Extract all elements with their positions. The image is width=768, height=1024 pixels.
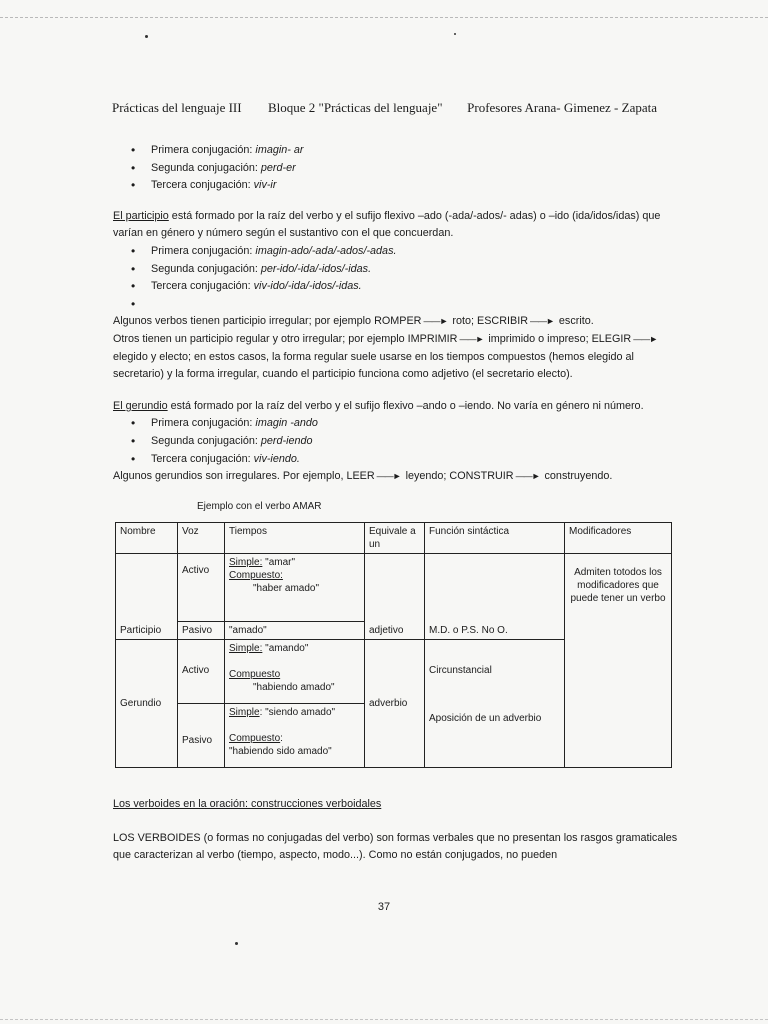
arrow-icon: ——►: [459, 333, 484, 344]
list-item: • Primera conjugación: imagin-ado/-ada/-ados/-adas.: [151, 243, 678, 261]
cell-participio-funcion: M.D. o P.S. No O.: [425, 554, 565, 640]
header-cell-equivale: Equivale a un: [365, 523, 425, 554]
cell-gerundio-funcion-activo: Circunstancial: [425, 640, 565, 704]
table-row: [116, 554, 672, 622]
list-item: • Tercera conjugación: viv-ido/-ida/-idos/-idas.: [151, 278, 678, 296]
cell-participio-equivale: adjetivo: [365, 554, 425, 640]
list-item: • Primera conjugación: imagin- ar: [151, 142, 678, 160]
verboides-table: [115, 522, 672, 768]
participio-term: El participio: [113, 209, 169, 222]
header-teachers: Profesores Arana- Gimenez - Zapata: [467, 100, 657, 115]
cell-gerundio-pasivo-tiempos: Simple: "siendo amado" Compuesto: "habiendo sido amado": [225, 704, 365, 768]
list-item: • Primera conjugación: imagin -ando: [151, 415, 678, 433]
header-course: Prácticas del lenguaje III: [112, 100, 242, 115]
participio-intro: El participio está formado por la raíz del verbo y el sufijo flexivo –ado (-ada/-ados/- adas) o –ido (ida/idos/idas) que varían en género y número según el sustantivo con el que concuerdan.: [113, 209, 661, 240]
cell-participio: Participio: [116, 554, 178, 640]
arrow-icon: ——►: [376, 471, 401, 482]
table-caption: Ejemplo con el verbo AMAR: [197, 500, 322, 512]
gerundio-list: [113, 415, 678, 468]
participio-list: [113, 243, 678, 313]
header-cell-tiempos: Tiempos: [225, 523, 365, 554]
header-cell-voz: Voz: [178, 523, 225, 554]
header-cell-modificadores: Modificadores: [565, 523, 672, 554]
arrow-icon: ——►: [633, 333, 658, 344]
arrow-icon: ——►: [423, 316, 448, 327]
arrow-icon: ——►: [515, 471, 540, 482]
list-item: • Tercera conjugación: viv-ir: [151, 177, 678, 195]
cell-participio-pasivo-tiempo: "amado": [225, 622, 365, 640]
page-content: [113, 142, 678, 865]
scan-speck: [235, 942, 238, 945]
list-item: • Tercera conjugación: viv-iendo.: [151, 451, 678, 469]
cell-participio-tiempos: Simple: "amar" Compuesto: "haber amado": [225, 554, 365, 622]
list-item: • Segunda conjugación: perd-iendo: [151, 433, 678, 451]
header-cell-nombre: Nombre: [116, 523, 178, 554]
cell-participio-activo: Activo: [178, 554, 225, 622]
cell-participio-pasivo: Pasivo: [178, 622, 225, 640]
cell-gerundio-funcion-pasivo: Aposición de un adverbio: [425, 704, 565, 768]
gerundio-term: El gerundio: [113, 399, 168, 412]
list-item: [151, 296, 678, 314]
list-item: • Segunda conjugación: perd-er: [151, 160, 678, 178]
table-header-row: [116, 523, 672, 554]
scan-speck: [454, 33, 456, 35]
gerundio-intro: El gerundio está formado por la raíz del verbo y el sufijo flexivo –ando o –iendo. No varía en género ni número.: [113, 399, 644, 412]
participio-dual: Otros tienen un participio regular y otro irregular; por ejemplo IMPRIMIR ——► imprimido o impreso; ELEGIR ——► elegido y electo; en estos casos, la forma regular suele usarse en los tiempos compuestos (hemos elegido al secretario) y la forma irregular, cuando el participio funciona como adjetivo (el secretario electo).: [113, 332, 658, 381]
cell-gerundio-pasivo: Pasivo: [178, 704, 225, 768]
participio-irregular: Algunos verbos tienen participio irregular; por ejemplo ROMPER ——► roto; ESCRIBIR ——► escrito.: [113, 315, 594, 328]
cell-gerundio-equivale: adverbio: [365, 640, 425, 768]
cell-modificadores: Admiten totodos los modificadores que puede tener un verbo: [565, 554, 672, 768]
cell-gerundio-activo: Activo: [178, 640, 225, 704]
list-item: • Segunda conjugación: per-ido/-ida/-idos/-idas.: [151, 261, 678, 279]
conjugation-list: [113, 142, 678, 195]
scan-top-rule: [0, 17, 768, 18]
verboides-text: LOS VERBOIDES (o formas no conjugadas del verbo) son formas verbales que no presentan los rasgos gramaticales que caracterizan al verbo (tiempo, aspecto, modo...). Como no están conjugados, no pueden: [113, 831, 678, 862]
header-cell-funcion: Función sintáctica: [425, 523, 565, 554]
scan-bottom-rule: [0, 1019, 768, 1020]
verboides-title: Los verboides en la oración: construcciones verboidales: [113, 798, 382, 811]
cell-gerundio: Gerundio: [116, 640, 178, 768]
arrow-icon: ——►: [530, 316, 554, 327]
scan-speck: [145, 35, 148, 38]
page-number: 37: [377, 901, 391, 913]
gerundio-irregular: Algunos gerundios son irregulares. Por ejemplo, LEER ——► leyendo; CONSTRUIR ——► construyendo.: [113, 470, 613, 483]
cell-gerundio-activo-tiempos: Simple: "amando" Compuesto "habiendo amado": [225, 640, 365, 704]
header-block: Bloque 2 "Prácticas del lenguaje": [268, 100, 443, 115]
